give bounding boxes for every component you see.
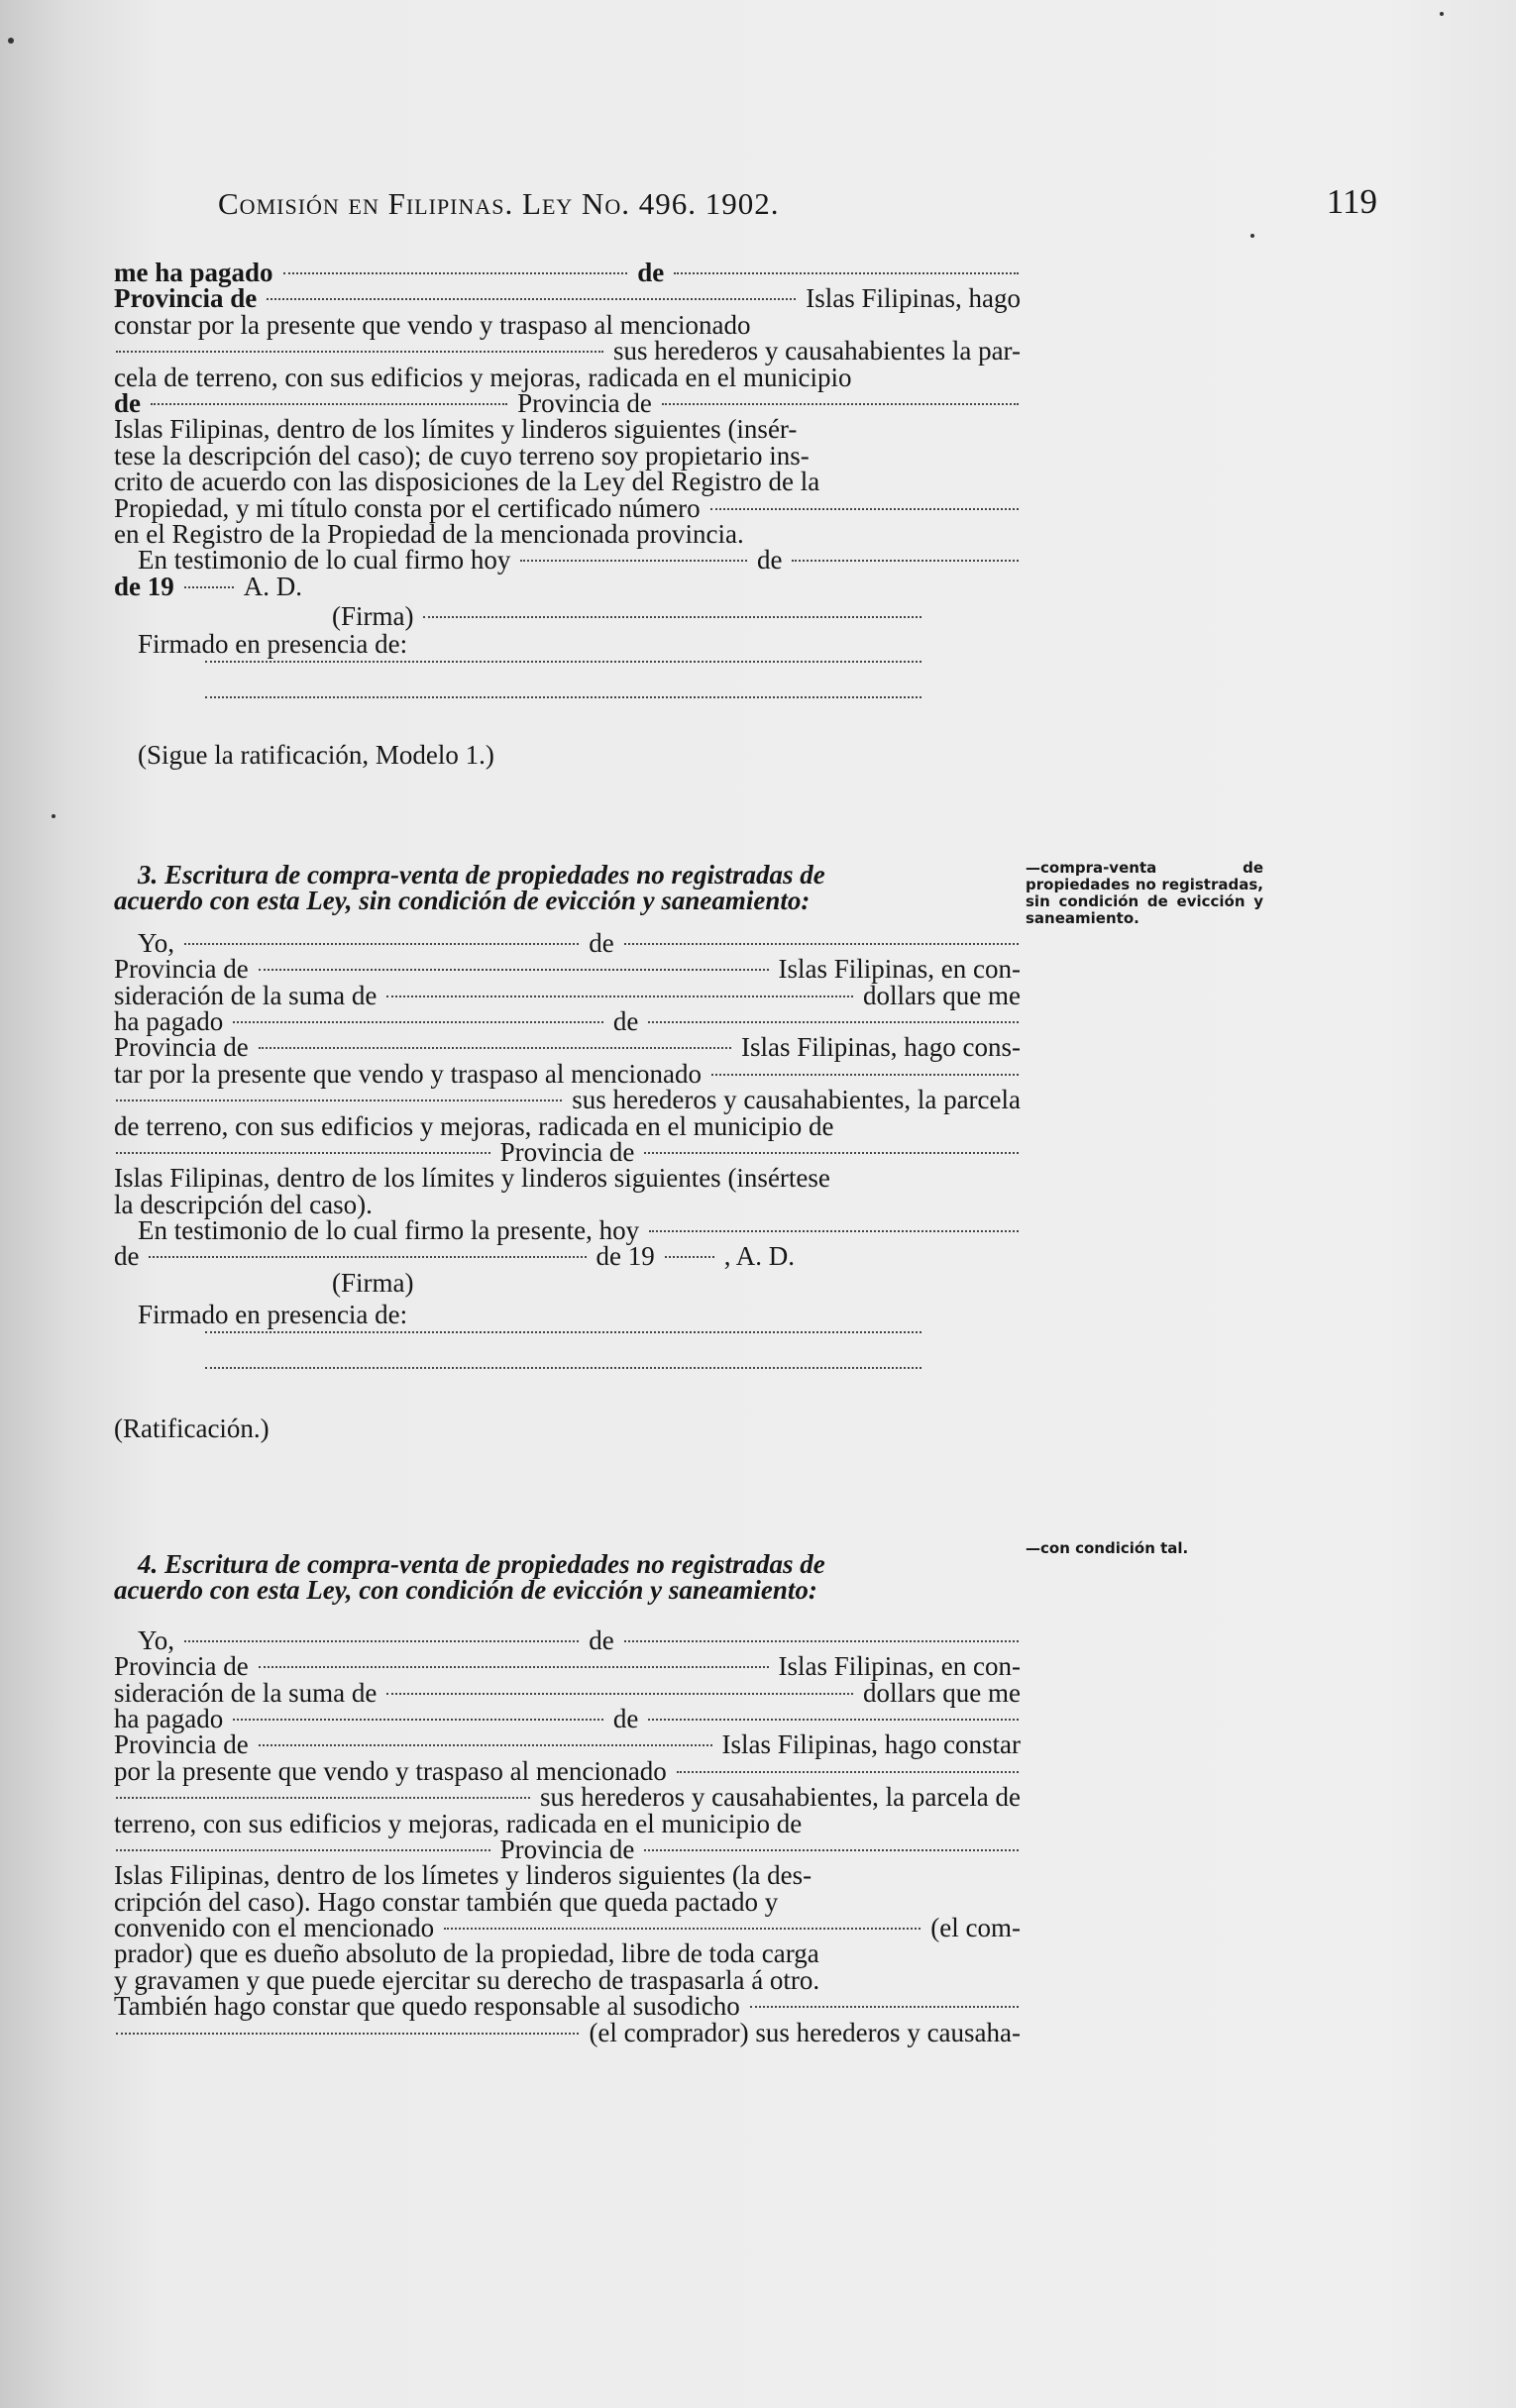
section-title: acuerdo con esta Ley, sin condición de evicción y saneamiento: xyxy=(114,886,811,916)
blank-field xyxy=(116,1849,490,1851)
text-line: Provincia de Islas Filipinas, hago constar xyxy=(114,1729,1021,1760)
blank-field xyxy=(674,272,1019,274)
text-line: tese la descripción del caso); de cuyo terreno soy propietario ins- xyxy=(114,440,810,471)
blank-field xyxy=(386,1693,853,1695)
text-line: y gravamen y que puede ejercitar su derecho de traspasarla á otro. xyxy=(114,1964,820,1995)
text-line: En testimonio de lo cual firmo la presente, hoy xyxy=(114,1217,1021,1243)
margin-note-4: —con condición tal. xyxy=(1026,1539,1189,1557)
text-line: (el comprador) sus herederos y causaha- xyxy=(114,2020,1021,2045)
blank-field xyxy=(116,1797,530,1799)
scan-speck xyxy=(1440,12,1444,16)
blank-field xyxy=(444,1928,920,1930)
blank-field xyxy=(116,351,603,353)
margin-note-3: —compra-venta de propiedades no registradas, sin condición de evicción y saneamiento. xyxy=(1026,859,1263,927)
text-line: También hago constar que quedo responsable al susodicho xyxy=(114,1993,1021,2019)
text-line: sus herederos y causahabientes, la parcela xyxy=(114,1087,1021,1112)
text-line: Islas Filipinas, dentro de los límites y linderos siguientes (insértese xyxy=(114,1163,830,1194)
blank-field xyxy=(149,1256,586,1258)
text-line: Provincia de Islas Filipinas, en con- xyxy=(114,1651,1021,1682)
text-line: Yo, de xyxy=(114,930,1021,956)
blank-field xyxy=(624,1640,1019,1642)
section-2-continuation xyxy=(114,260,1021,768)
text-line: Firmado en presencia de: xyxy=(138,1300,408,1330)
blank-field xyxy=(520,560,747,562)
blank-field xyxy=(711,1074,1019,1076)
blank-field xyxy=(624,943,1019,945)
text-line: crito de acuerdo con las disposiciones de la Ley del Registro de la xyxy=(114,467,820,497)
blank-field xyxy=(267,298,796,300)
blank-field xyxy=(259,1047,731,1049)
text-line: terreno, con sus edificios y mejoras, radicada en el municipio de xyxy=(114,1808,803,1838)
text-line: de 19 A. D. xyxy=(114,571,302,601)
text-line: En testimonio de lo cual firmo hoy de xyxy=(114,547,1021,573)
blank-field xyxy=(184,586,234,588)
text-line: en el Registro de la Propiedad de la mencionada provincia. xyxy=(114,518,744,549)
text-line: prador) que es dueño absoluto de la propiedad, libre de toda carga xyxy=(114,1938,819,1969)
blank-field xyxy=(283,272,628,274)
section-title: acuerdo con esta Ley, con condición de evicción y saneamiento: xyxy=(114,1575,817,1606)
text-line: Islas Filipinas, dentro de los límites y linderos siguientes (insér- xyxy=(114,414,798,445)
text-line: cripción del caso). Hago constar también que queda pactado y xyxy=(114,1886,779,1917)
witness-line xyxy=(114,703,1021,729)
text-line: Provincia de xyxy=(114,1836,1021,1862)
section-title: 3. Escritura de compra-venta de propiedades no registradas de xyxy=(138,860,825,890)
text-line: de terreno, con sus edificios y mejoras, radicada en el municipio de xyxy=(114,1110,834,1141)
blank-field xyxy=(259,969,769,971)
text-line: Firmado en presencia de: xyxy=(138,629,408,660)
blank-field xyxy=(259,1744,712,1746)
running-title: Comisión en Filipinas. Ley No. 496. 1902. xyxy=(218,186,780,221)
blank-field xyxy=(184,943,579,945)
blank-field xyxy=(151,403,507,405)
text-line: ha pagado de xyxy=(114,1706,1021,1731)
text-line: constar por la presente que vendo y traspaso al mencionado xyxy=(114,309,751,340)
witness-blank xyxy=(205,1367,921,1369)
text-line: cela de terreno, con sus edificios y mejoras, radicada en el municipio xyxy=(114,362,852,392)
blank-field xyxy=(644,1849,1019,1851)
text-line: tar por la presente que vendo y traspaso al mencionado xyxy=(114,1061,1021,1087)
running-header xyxy=(218,182,1377,226)
signature-line: (Firma) xyxy=(332,1267,414,1298)
witness-blank xyxy=(205,661,921,663)
signature-line: (Firma) xyxy=(114,603,1021,629)
text-line: sideración de la suma de dollars que me xyxy=(114,980,1021,1010)
text-line: Propiedad, y mi título consta por el certificado número xyxy=(114,495,1021,521)
text-line: de Provincia de xyxy=(114,390,1021,416)
text-line: Provincia de xyxy=(114,1139,1021,1165)
text-line: (Ratificación.) xyxy=(114,1413,270,1444)
blank-field xyxy=(648,1021,1019,1023)
text-line: convenido con el mencionado (el com- xyxy=(114,1913,1021,1943)
blank-field xyxy=(710,508,1019,510)
blank-field xyxy=(116,1152,490,1154)
text-line: de de 19 , A. D. xyxy=(114,1241,795,1272)
signature-blank xyxy=(423,616,921,618)
text-line: Provincia de Islas Filipinas, en con- xyxy=(114,954,1021,985)
blank-field xyxy=(116,1099,562,1101)
text-line: por la presente que vendo y traspaso al mencionado xyxy=(114,1758,1021,1784)
blank-field xyxy=(665,1256,714,1258)
text-line: la descripción del caso). xyxy=(114,1189,373,1219)
section-title: 4. Escritura de compra-venta de propiedades no registradas de xyxy=(138,1549,825,1579)
text-line: sus herederos y causahabientes, la parcela de xyxy=(114,1784,1021,1810)
blank-field xyxy=(750,2006,1019,2008)
text-line: Provincia de Islas Filipinas, hago xyxy=(114,283,1021,314)
section-4 xyxy=(114,1551,1021,2045)
text-line: sus herederos y causahabientes la par- xyxy=(114,338,1021,364)
witness-blank xyxy=(205,1331,921,1333)
blank-field xyxy=(644,1152,1019,1154)
text-line: me ha pagado de xyxy=(114,260,1021,285)
text-line: Provincia de Islas Filipinas, hago cons- xyxy=(114,1032,1021,1063)
blank-field xyxy=(233,1021,603,1023)
text-line: sideración de la suma de dollars que me xyxy=(114,1677,1021,1708)
section-3 xyxy=(114,862,1021,1442)
text-line: (Sigue la ratificación, Modelo 1.) xyxy=(138,739,494,770)
text-line: ha pagado de xyxy=(114,1008,1021,1034)
blank-field xyxy=(662,403,1019,405)
witness-line xyxy=(114,1374,1021,1400)
blank-field xyxy=(116,2033,579,2035)
blank-field xyxy=(184,1640,579,1642)
blank-field xyxy=(233,1719,603,1721)
scan-speck xyxy=(1250,234,1254,238)
blank-field xyxy=(649,1230,1019,1232)
blank-field xyxy=(677,1771,1019,1773)
blank-field xyxy=(259,1666,769,1668)
scan-speck xyxy=(8,38,14,44)
witness-line xyxy=(114,668,1021,693)
blank-field xyxy=(792,560,1019,562)
text-line: Islas Filipinas, dentro de los límetes y linderos siguientes (la des- xyxy=(114,1860,812,1891)
page-number: 119 xyxy=(1326,182,1377,221)
witness-line xyxy=(114,1338,1021,1364)
scan-speck xyxy=(52,814,55,818)
witness-blank xyxy=(205,696,921,698)
blank-field xyxy=(386,995,853,997)
text-line: Yo, de xyxy=(114,1627,1021,1653)
blank-field xyxy=(648,1719,1019,1721)
